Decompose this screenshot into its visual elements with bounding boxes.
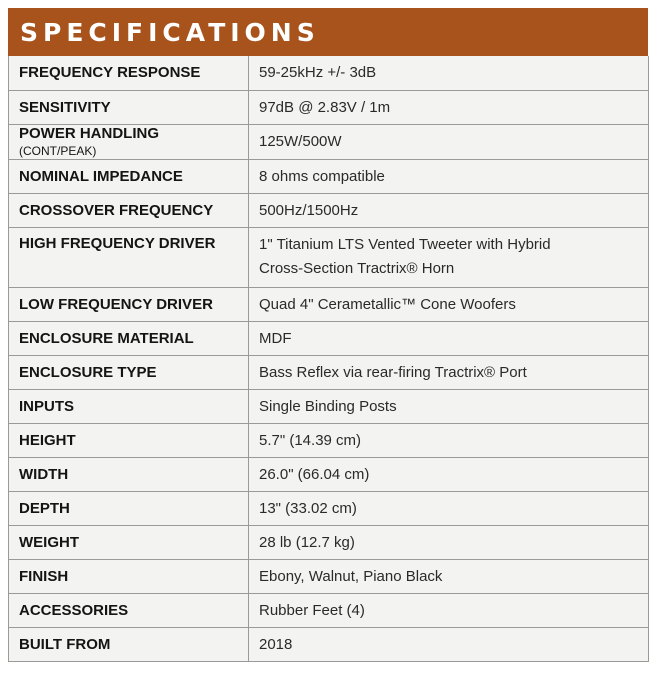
spec-row-built-from xyxy=(9,627,649,661)
spec-row-low-frequency-driver xyxy=(9,287,649,321)
spec-label-cell xyxy=(9,124,249,159)
spec-label: POWER HANDLING xyxy=(19,124,159,142)
spec-value: 8 ohms compatible xyxy=(249,159,649,193)
spec-label: ENCLOSURE TYPE xyxy=(9,355,249,389)
spec-row-sensitivity xyxy=(9,90,649,124)
spec-value-line: Cross-Section Tractrix® Horn xyxy=(259,260,455,277)
spec-value: Rubber Feet (4) xyxy=(249,593,649,627)
spec-label-suffix: (CONT/PEAK) xyxy=(19,143,97,158)
spec-value: Quad 4" Cerametallic™ Cone Woofers xyxy=(249,287,649,321)
spec-value-line: 1" Titanium LTS Vented Tweeter with Hybrid xyxy=(259,236,551,253)
spec-row-weight xyxy=(9,525,649,559)
spec-label: WEIGHT xyxy=(9,525,249,559)
spec-label: INPUTS xyxy=(9,389,249,423)
spec-label: WIDTH xyxy=(9,457,249,491)
spec-value: 5.7" (14.39 cm) xyxy=(249,423,649,457)
spec-value: 97dB @ 2.83V / 1m xyxy=(249,90,649,124)
spec-label: NOMINAL IMPEDANCE xyxy=(9,159,249,193)
spec-label: HEIGHT xyxy=(9,423,249,457)
spec-label: BUILT FROM xyxy=(9,627,249,661)
spec-label: LOW FREQUENCY DRIVER xyxy=(9,287,249,321)
specifications-title: SPECIFICATIONS xyxy=(20,17,320,47)
spec-label: CROSSOVER FREQUENCY xyxy=(9,193,249,227)
spec-value: 2018 xyxy=(249,627,649,661)
spec-value: MDF xyxy=(249,321,649,355)
spec-value: Ebony, Walnut, Piano Black xyxy=(249,559,649,593)
specifications-header xyxy=(8,8,648,56)
spec-row-crossover-frequency xyxy=(9,193,649,227)
spec-row-enclosure-material xyxy=(9,321,649,355)
spec-row-high-frequency-driver xyxy=(9,227,649,287)
spec-label: FREQUENCY RESPONSE xyxy=(9,56,249,90)
spec-label: ACCESSORIES xyxy=(9,593,249,627)
specifications-panel xyxy=(8,8,648,662)
spec-value: 28 lb (12.7 kg) xyxy=(249,525,649,559)
spec-row-finish xyxy=(9,559,649,593)
spec-row-inputs xyxy=(9,389,649,423)
spec-row-width xyxy=(9,457,649,491)
spec-value: Bass Reflex via rear-firing Tractrix® Port xyxy=(249,355,649,389)
spec-value: 125W/500W xyxy=(249,124,649,159)
spec-row-height xyxy=(9,423,649,457)
spec-label: ENCLOSURE MATERIAL xyxy=(9,321,249,355)
spec-row-depth xyxy=(9,491,649,525)
spec-value: Single Binding Posts xyxy=(249,389,649,423)
specifications-table xyxy=(8,56,649,662)
spec-value-cell xyxy=(249,227,649,287)
spec-row-frequency-response xyxy=(9,56,649,90)
spec-row-accessories xyxy=(9,593,649,627)
spec-value: 26.0" (66.04 cm) xyxy=(249,457,649,491)
spec-label: FINISH xyxy=(9,559,249,593)
spec-label: SENSITIVITY xyxy=(9,90,249,124)
spec-row-nominal-impedance xyxy=(9,159,649,193)
spec-row-enclosure-type xyxy=(9,355,649,389)
spec-value: 59-25kHz +/- 3dB xyxy=(249,56,649,90)
spec-value: 500Hz/1500Hz xyxy=(249,193,649,227)
spec-row-power-handling xyxy=(9,124,649,159)
spec-label: DEPTH xyxy=(9,491,249,525)
spec-value: 13" (33.02 cm) xyxy=(249,491,649,525)
spec-label: HIGH FREQUENCY DRIVER xyxy=(9,227,249,287)
